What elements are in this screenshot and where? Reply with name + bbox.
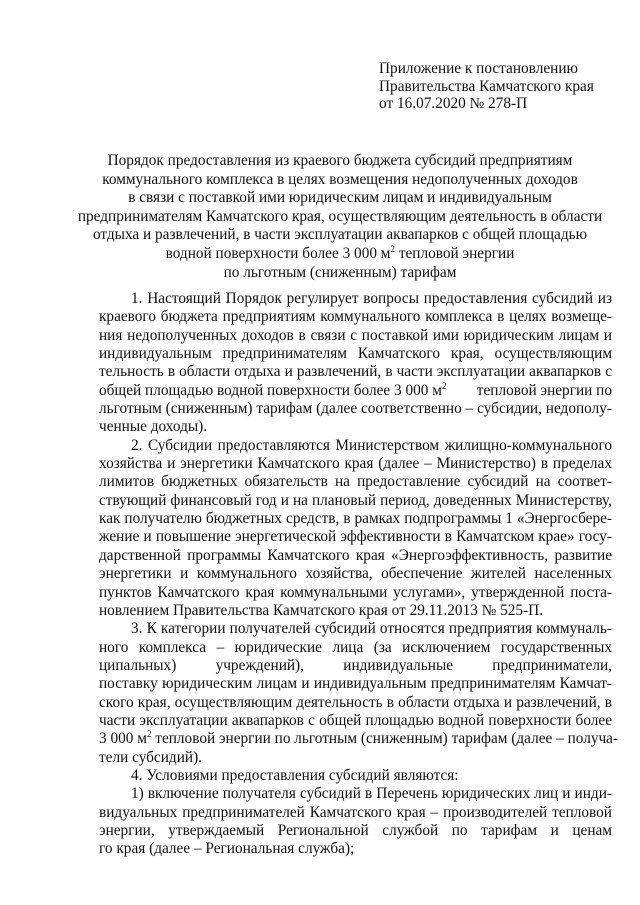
body-line: ципальных) учреждений), индивидуальные предприниматели, (99, 656, 612, 674)
body-line: жение и повышение энергетической эффективности в Камчатском крае» госу- (99, 528, 612, 546)
superscript: 2 (146, 729, 152, 740)
title-text: тепловой энергии (395, 244, 515, 262)
title-line: отдыха и развлечений, в части эксплуатации аквапарков с общей площадью (92, 226, 588, 244)
title-line: в связи с поставкой ими юридическим лицам и индивидуальным (128, 189, 552, 207)
body-line: 3. К категории получателей субсидий относятся предприятия коммуналь- (131, 620, 612, 638)
title-line: Порядок предоставления из краевого бюджета субсидий предприятиям (107, 152, 573, 169)
body-line: как получателю бюджетных средств, в рамках подпрограммы 1 «Энергосбере- (99, 510, 612, 528)
body-line: краевого бюджета предприятиям коммунального комплекса в целях возмеще- (99, 308, 612, 326)
document-title (40, 152, 640, 282)
appendix-line: Приложение к постановлению (379, 60, 578, 77)
title-line: коммунального комплекса в целях возмещения недополученных доходов (102, 170, 578, 188)
body-line: льготным (сниженным) тарифам (далее соответственно – субсидии, недополу- (99, 400, 612, 418)
body-line: го края (далее – Региональная служба); (99, 840, 355, 858)
body-line: энергетики и коммунального хозяйства, обеспечение жителей населенных (99, 565, 612, 583)
body-line: тели субсидий). (99, 748, 202, 766)
body-line: ного комплекса – юридические лица (за исключением государственных (99, 638, 612, 656)
body-line: поставку юридическим лицам и индивидуальным предпринимателям Камчат- (99, 675, 612, 693)
body-line: новлением Правительства Камчатского края от 29.11.2013 № 525-П. (99, 601, 544, 619)
title-line: по льготным (сниженным) тарифам (223, 263, 457, 281)
superscript: 2 (441, 380, 447, 391)
body-line: индивидуальным предпринимателям Камчатского края, осуществляющим (99, 345, 612, 363)
body-line: ствующий финансовый год и на плановый период, доведенных Министерству, (99, 491, 612, 509)
title-text: водной поверхности более 3 000 м (165, 244, 391, 262)
body-line: ния недополученных доходов в связи с поставкой ими юридическим лицам и (99, 326, 612, 344)
document-body (99, 290, 619, 859)
body-line: части эксплуатации аквапарков с общей площадью водной поверхности более (99, 711, 612, 729)
body-line: хозяйства и энергетики Камчатского края (далее – Министерство) в пределах (99, 455, 612, 473)
body-line: 1) включение получателя субсидий в Перечень юридических лиц и инди- (131, 785, 612, 803)
body-line: 4. Условиями предоставления субсидий являются: (131, 766, 459, 784)
title-line: предпринимателям Камчатского края, осуществляющим деятельность в области (77, 207, 603, 225)
title-line (40, 245, 640, 264)
body-line (99, 382, 612, 400)
superscript: 2 (390, 243, 395, 254)
body-text: 3 000 $м^2$ (99, 729, 152, 748)
body-line (99, 729, 619, 748)
body-line: видуальных предпринимателей Камчатского края – производителей тепловой (99, 803, 612, 821)
body-line: 1. Настоящий Порядок регулирует вопросы предоставления субсидий из (131, 290, 612, 307)
body-line: ченные доходы). (99, 418, 208, 436)
appendix-line: от 16.07.2020 № 278-П (379, 95, 528, 112)
body-line: тельность в области отдыха и развлечений, в части эксплуатации аквапарков с (99, 363, 612, 381)
appendix-line: Правительства Камчатского края (379, 77, 594, 95)
body-line: 2. Субсидии предоставляются Министерством жилищно-коммунального (131, 436, 612, 454)
body-line: пунктов Камчатского края коммунальными услугами», утвержденной поста- (99, 583, 612, 601)
appendix-header (379, 60, 594, 113)
body-line: дарственной программы Камчатского края «Энергоэффективность, развитие (99, 546, 612, 564)
body-line: энергии, утверждаемый Региональной службой по тарифам и ценам (99, 821, 612, 839)
body-text: общей площадью водной поверхности более 3 000 $м^2$ (99, 380, 447, 399)
body-line: лимитов бюджетных обязательств на предоставление субсидий на соответ- (99, 473, 612, 491)
body-line: ского края, осуществляющим деятельность в области отдыха и развлечений, в (99, 693, 612, 711)
body-text: тепловой энергии по (476, 381, 612, 399)
body-text: тепловой энергии по льготным (сниженным) тарифам (далее – получа- (151, 730, 619, 748)
